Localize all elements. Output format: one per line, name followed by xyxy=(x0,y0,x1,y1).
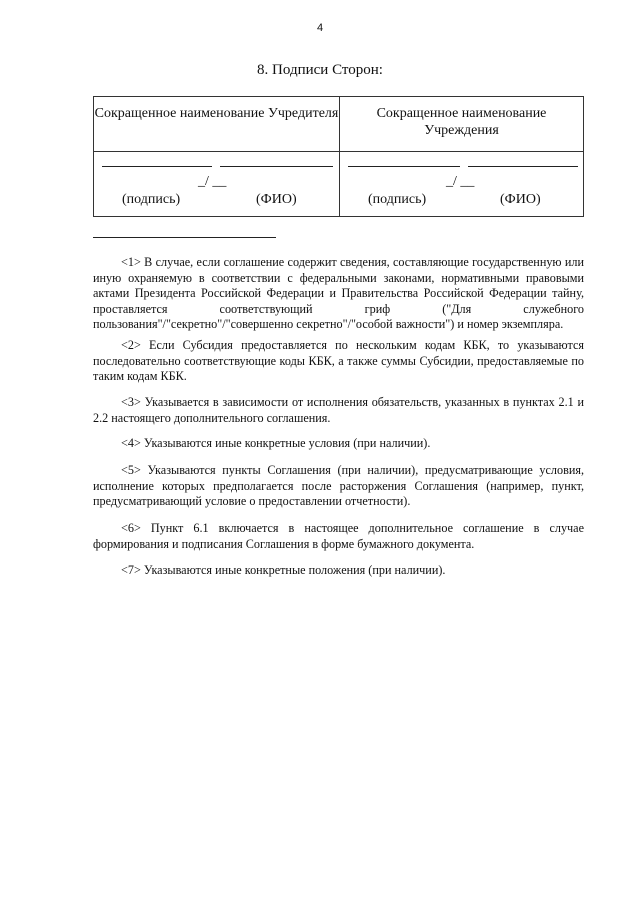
institution-name-label: (ФИО) xyxy=(500,192,541,207)
founder-header-cell xyxy=(94,97,340,152)
section-title: 8. Подписи Сторон: xyxy=(257,62,383,78)
footnote-6: <6> Пункт 6.1 включается в настоящее дополнительное соглашение в случае формирования и подписания Соглашения в форме бумажного документа. xyxy=(93,521,584,551)
institution-signature-line xyxy=(348,166,460,167)
institution-header: Сокращенное наименование Учреждения xyxy=(376,106,547,138)
footnote-4: <4> Указываются иные конкретные условия (при наличии). xyxy=(121,436,431,450)
footnote-3: <3> Указывается в зависимости от исполнения обязательств, указанных в пунктах 2.1 и 2.2 настоящего дополнительного соглашения. xyxy=(93,395,584,425)
founder-signature-line xyxy=(102,166,212,167)
institution-slash: _/ __ xyxy=(446,174,475,189)
footnote-separator xyxy=(93,237,276,238)
founder-name-line xyxy=(220,166,333,167)
footnote-1: <1> В случае, если соглашение содержит сведения, составляющие государственную или иную охраняемую в соответствии с федеральными законами, нормативными правовыми актами Президента Российской Федерации и Правительства Российской Федерации тайну, проставляется соответствующий гриф ("Для служебного пользования"/"секретно"/"совершенно секретно"/"особой важности") и номер экземпляра. xyxy=(93,255,584,331)
institution-name-line xyxy=(468,166,578,167)
institution-header-cell xyxy=(340,97,584,152)
founder-signature-label: (подпись) xyxy=(122,192,181,207)
founder-header: Сокращенное наименование Учредителя xyxy=(94,106,339,121)
signature-table xyxy=(93,96,584,217)
footnote-2: <2> Если Субсидия предоставляется по нескольким кодам КБК, то указываются последовательно соответствующие коды КБК, а также суммы Субсидии, предоставляемые по таким кодам КБК. xyxy=(93,338,584,383)
institution-signature-label: (подпись) xyxy=(368,192,427,207)
footnote-5: <5> Указываются пункты Соглашения (при наличии), предусматривающие условия, исполнение которых предполагается после расторжения Соглашения (например, пункт, предусматривающий условие о предоставлении отчетности). xyxy=(93,463,584,508)
founder-slash: _/ __ xyxy=(198,174,227,189)
page-number: 4 xyxy=(316,22,324,34)
institution-signature-cell xyxy=(340,152,584,217)
founder-name-label: (ФИО) xyxy=(256,192,297,207)
footnote-7: <7> Указываются иные конкретные положения (при наличии). xyxy=(121,563,446,577)
founder-signature-cell xyxy=(94,152,340,217)
